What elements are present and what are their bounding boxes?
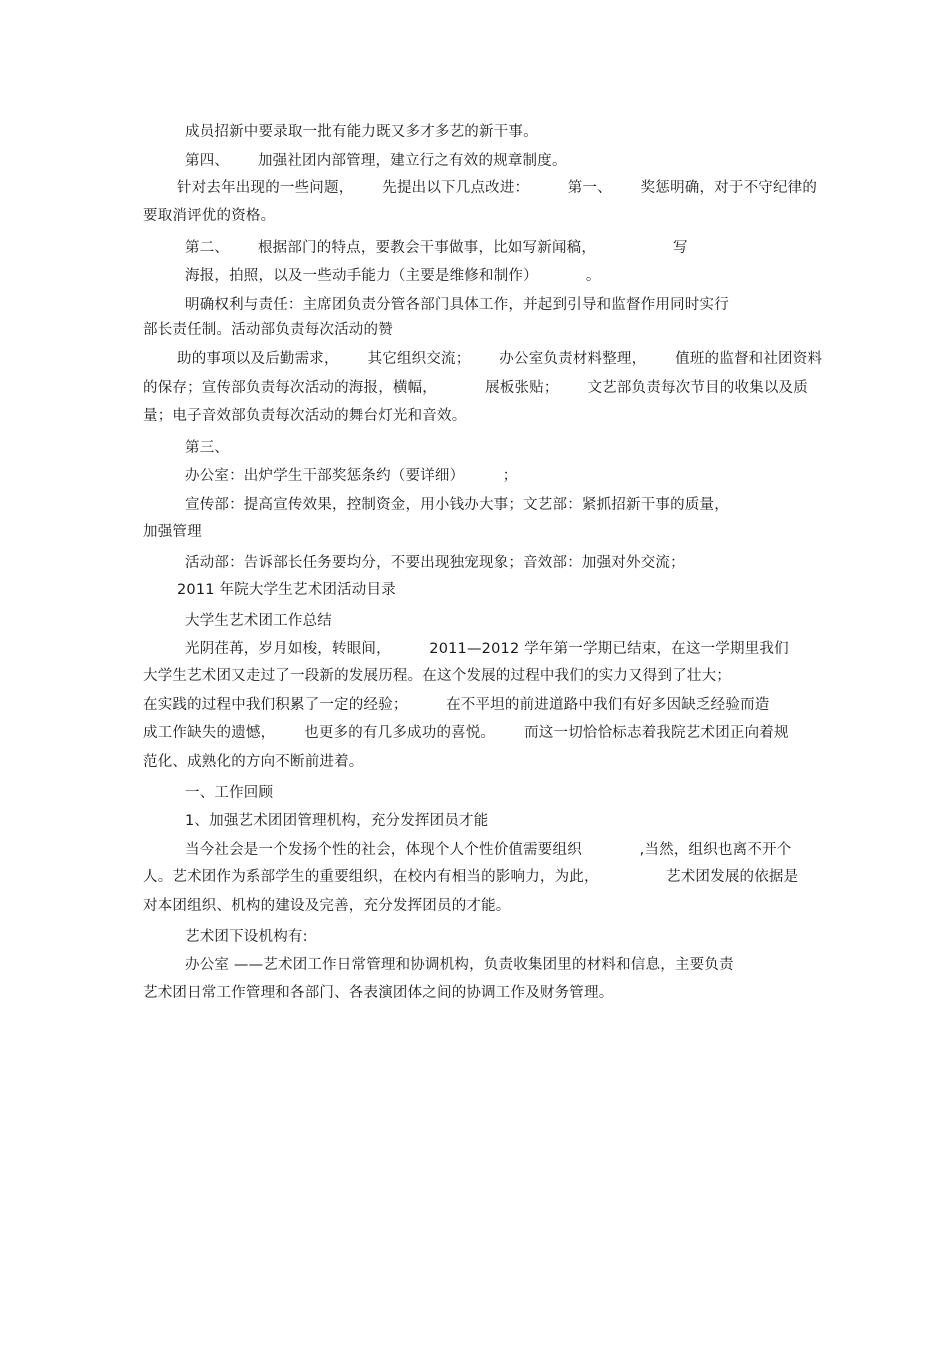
text-line: 光阴荏苒，岁月如梭，转眼间， 2011—2012 学年第一学期已结束，在这一学期里我们 [185, 641, 789, 657]
text-line: 要取消评优的资格。 [143, 208, 276, 224]
text-line: 范化、成熟化的方向不断前进着。 [143, 754, 364, 770]
text-line: 活动部：告诉部长任务要均分，不要出现独宠现象；音效部：加强对外交流； [185, 555, 685, 571]
text-line: 当今社会是一个发扬个性的社会，体现个人个性价值需要组织 ,当然，组织也离不开个 [185, 842, 792, 858]
text-line: 对本团组织、机构的建设及完善，充分发挥团员的才能。 [143, 898, 511, 914]
text-line: 宣传部：提高宣传效果，控制资金，用小钱办大事；文艺部：紧抓招新干事的质量， [185, 497, 729, 513]
text-line: 人。艺术团作为系部学生的重要组织，在校内有相当的影响力，为此， 艺术团发展的依据是 [143, 869, 799, 885]
text-line: 海报，拍照，以及一些动手能力（主要是维修和制作） 。 [185, 268, 601, 284]
text-line: 明确权利与责任：主席团负责分管各部门具体工作，并起到引导和监督作用同时实行 [185, 297, 729, 313]
text-line: 助的事项以及后勤需求， 其它组织交流； 办公室负责材料整理， 值班的监督和社团资料 [177, 351, 823, 367]
text-line: 加强管理 [143, 524, 202, 540]
text-line: 成工作缺失的遗憾， 也更多的有几多成功的喜悦。 而这一切恰恰标志着我院艺术团正向着规 [143, 725, 789, 741]
text-line: 大学生艺术团工作总结 [185, 613, 332, 629]
text-line: 针对去年出现的一些问题， 先提出以下几点改进： 第一、 奖惩明确，对于不守纪律的 [177, 180, 818, 196]
text-line: 第二、 根据部门的特点，要教会干事做事，比如写新闻稿， 写 [185, 240, 688, 256]
text-line: 第四、 加强社团内部管理，建立行之有效的规章制度。 [185, 153, 567, 169]
text-line: 在实践的过程中我们积累了一定的经验； 在不平坦的前进道路中我们有好多因缺乏经验而造 [143, 697, 770, 713]
text-line: 艺术团下设机构有: [185, 929, 308, 945]
text-line: 办公室 ——艺术团工作日常管理和协调机构，负责收集团里的材料和信息，主要负责 [185, 957, 734, 973]
text-line: 量；电子音效部负责每次活动的舞台灯光和音效。 [143, 408, 467, 424]
text-line: 1、加强艺术团团管理机构，充分发挥团员才能 [185, 813, 489, 829]
text-line: 大学生艺术团又走过了一段新的发展历程。在这个发展的过程中我们的实力又得到了壮大； [143, 668, 731, 684]
text-line: 办公室：出炉学生干部奖惩条约（要详细） ； [185, 468, 518, 484]
text-line: 艺术团日常工作管理和各部门、各表演团体之间的协调工作及财务管理。 [143, 985, 614, 1001]
text-line: 成员招新中要录取一批有能力既又多才多艺的新干事。 [185, 124, 538, 140]
text-line: 第三、 [185, 440, 230, 456]
text-line: 的保存；宣传部负责每次活动的海报，横幅， 展板张贴； 文艺部负责每次节目的收集以及质 [143, 380, 808, 396]
text-line: 一、工作回顾 [185, 785, 274, 801]
text-line: 2011 年院大学生艺术团活动目录 [177, 582, 396, 598]
text-line: 部长责任制。活动部负责每次活动的赞 [143, 322, 393, 338]
